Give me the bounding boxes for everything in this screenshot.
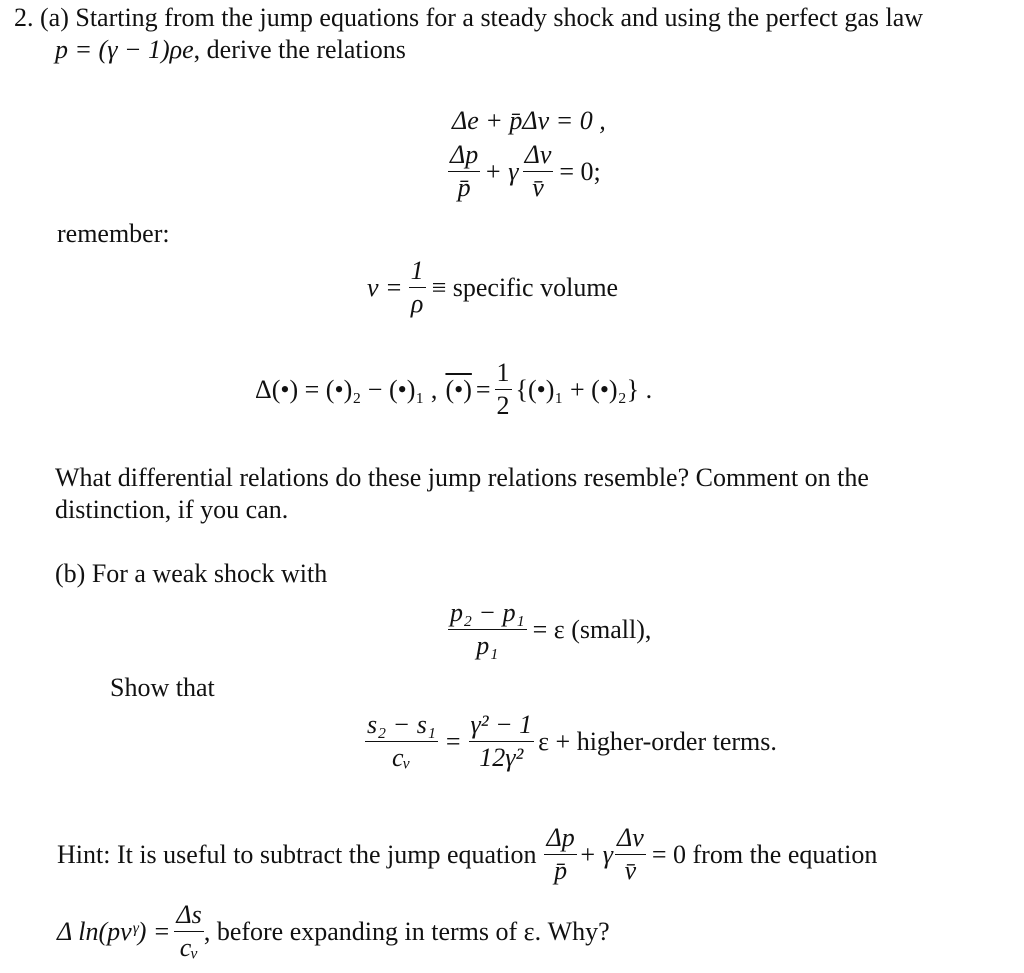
p-denominator: p̄ xyxy=(457,173,471,202)
remember-label: remember: xyxy=(57,219,170,248)
one-half-fraction xyxy=(495,360,512,419)
dv-over-v-fraction xyxy=(523,142,554,201)
gas-law-equation: p = (γ − 1)ρe xyxy=(55,35,194,64)
hint-dp-fraction xyxy=(544,825,576,884)
delta-definition: Δ(•) = (•)₂ − (•)₁ , xyxy=(255,374,438,404)
higher-order-terms: ε + higher-order terms. xyxy=(538,726,777,756)
gas-law-line xyxy=(55,37,406,63)
half-denominator: 2 xyxy=(496,391,510,420)
weak-shock-equation xyxy=(448,600,651,659)
one-numerator: 1 xyxy=(409,258,426,288)
part-a-intro: (a) Starting from the jump equations for a steady shock and using the perfect gas law xyxy=(40,3,924,32)
average-equals: = xyxy=(475,374,491,404)
hint-prefix: Hint: It is useful to subtract the jump equation xyxy=(57,839,537,869)
hint-suffix: = 0 from the equation xyxy=(651,839,878,869)
jump-relation-equation xyxy=(448,142,601,201)
epsilon-small: = ε (small), xyxy=(532,614,652,644)
derive-text: , derive the relations xyxy=(193,35,406,64)
cv-denominator: cᵥ xyxy=(392,743,411,772)
part-b-intro: (b) For a weak shock with xyxy=(55,559,328,588)
hint-line xyxy=(57,825,877,884)
hint-dv-fraction xyxy=(615,825,646,884)
dp-over-p-fraction xyxy=(448,142,480,201)
plus-gamma: + γ xyxy=(484,156,519,186)
energy-jump-equation: Δe + p̄Δv = 0 , xyxy=(452,106,606,135)
log-lhs: Δ ln(pvᵞ) = xyxy=(57,916,171,946)
specific-volume-text: ≡ specific volume xyxy=(431,272,619,302)
pressure-ratio-fraction xyxy=(448,600,527,659)
ds-numerator: Δs xyxy=(174,902,203,932)
last-cv-denominator: cᵥ xyxy=(179,933,199,962)
question-line-2: distinction, if you can. xyxy=(55,495,289,524)
dv-numerator: Δv xyxy=(523,142,554,172)
half-numerator: 1 xyxy=(495,360,512,390)
gamma-fraction xyxy=(469,712,535,771)
p1-denominator: p₁ xyxy=(476,631,499,660)
entropy-log-equation xyxy=(57,902,610,961)
v-equals: v = xyxy=(367,272,403,302)
hint-p-denominator: p̄ xyxy=(554,856,568,885)
one-over-rho-fraction xyxy=(409,258,426,317)
hint-dp-numerator: Δp xyxy=(544,825,576,855)
rho-denominator: ρ xyxy=(410,289,424,318)
closing-question: , before expanding in terms of ε. Why? xyxy=(203,916,610,946)
hint-plus-gamma: + γ xyxy=(578,839,614,869)
v-denominator: v̄ xyxy=(532,173,544,202)
gamma-numerator: γ² − 1 xyxy=(469,712,535,742)
equation-rhs: = 0; xyxy=(559,156,601,186)
dp-numerator: Δp xyxy=(448,142,480,172)
gamma-denominator: 12γ² xyxy=(479,743,524,772)
average-lhs: (•) xyxy=(445,374,472,404)
average-rhs: {(•)₁ + (•)₂} . xyxy=(515,374,653,404)
problem-number: 2. xyxy=(14,3,34,32)
hint-dv-numerator: Δv xyxy=(615,825,646,855)
entropy-jump-equation xyxy=(365,712,777,771)
problem-header xyxy=(14,5,923,31)
question-line-1: What differential relations do these jump relations resemble? Comment on the xyxy=(55,463,869,492)
show-that-label: Show that xyxy=(110,673,215,702)
delta-average-definitions xyxy=(255,360,652,419)
pressure-difference: p₂ − p₁ xyxy=(448,600,527,630)
hint-v-denominator: v̄ xyxy=(624,856,637,885)
ds-over-cv-fraction xyxy=(174,902,203,961)
specific-volume-definition xyxy=(367,258,618,317)
entropy-fraction xyxy=(365,712,438,771)
entropy-equals: = xyxy=(445,726,461,756)
entropy-difference: s₂ − s₁ xyxy=(365,712,438,742)
